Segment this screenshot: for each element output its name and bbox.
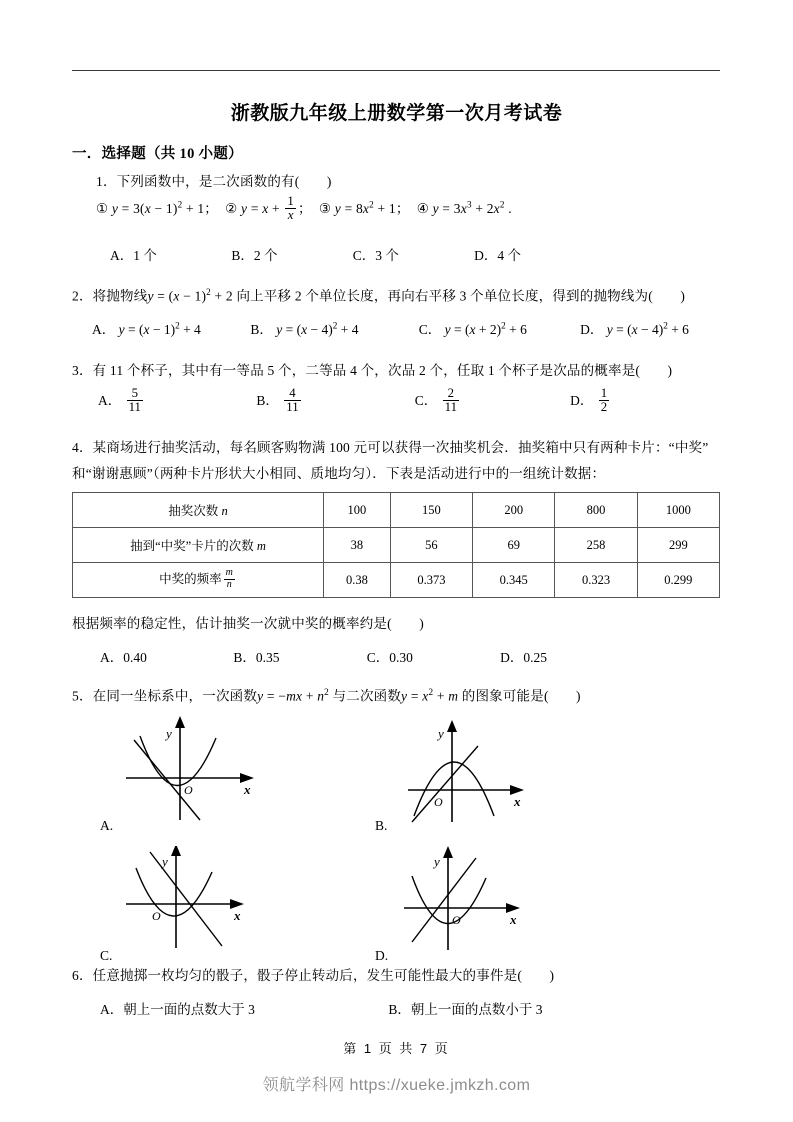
option-a[interactable]: A．0.40 [100,650,147,665]
question-6-options [100,998,543,1018]
cell: 0.323 [555,563,637,598]
origin-label: O [434,795,443,809]
option-b[interactable]: B．2 个 [231,248,278,263]
table-row [73,528,720,563]
cell: 100 [324,493,391,528]
row-header-var: n [221,504,228,518]
cell: 299 [637,528,719,563]
option-a-label: A． [98,393,122,409]
option-a[interactable] [98,388,253,416]
figure-option-d[interactable] [400,846,550,956]
question-2-options [92,318,732,338]
table-row [73,493,720,528]
cell: 56 [390,528,472,563]
graph-c-svg [118,846,268,956]
question-5-stem: 5．在同一坐标系中，一次函数$y = -mx + n^2$ 与二次函数$y = x^2 + m$ 的图象可能是( ) [72,687,581,704]
y-axis-label: y [162,854,168,869]
option-c-label: C． [414,393,438,409]
section-heading: 一．选择题（共 10 小题） [72,146,243,162]
cell: 258 [555,528,637,563]
option-d-label: D． [570,393,594,409]
cell: 800 [555,493,637,528]
figure-option-b[interactable] [400,716,550,826]
question-1-expressions: ① $y = 3(x - 1)^2 + 1$； ② y = x + $\frac{1}{x}$ ； ③ $y = 8x^2 + 1$； ④ $y = 3x^3 + 2x^2$ . [96,194,512,223]
option-b-num: 4 [284,387,300,401]
row-header-frac-den: n [226,578,232,590]
question-5-stem-pre: 5．在同一坐标系中，一次函数 [72,688,258,704]
option-c[interactable]: C． $y = (x + 2)^2 + 6$ [418,320,527,337]
question-5-stem-mid: 与二次函数 [332,688,402,704]
watermark-text: 领航学科网 https://xueke.jmkzh.com [262,1077,531,1094]
graph-d-svg [400,846,550,956]
row-header-win-count [73,528,324,563]
cell: 0.299 [637,563,719,598]
question-2-stem-pre: 2．将抛物线 [72,288,148,304]
option-b[interactable]: B．朝上一面的点数小于 3 [388,1002,543,1017]
option-b[interactable] [256,388,411,416]
header-rule [72,70,720,71]
x-axis-label: x [234,908,241,923]
row-header-frac-num: m [225,567,233,579]
table-row [73,563,720,598]
option-a[interactable]: A．朝上一面的点数大于 3 [100,1002,255,1017]
option-a-num: 5 [127,387,143,401]
statistics-table [72,492,720,598]
row-header-frequency [73,563,324,598]
cell: 1000 [637,493,719,528]
x-axis-label: x [244,782,251,797]
figure-c-label: C. [100,948,113,963]
origin-label: O [184,783,193,797]
option-d[interactable] [570,388,611,416]
cell: 150 [390,493,472,528]
option-c-den: 11 [444,400,457,415]
row-header-text: 中奖的频率 [159,572,222,586]
option-b-label: B． [256,393,279,409]
option-b[interactable]: B． $y = (x - 4)^2 + 4$ [250,320,359,337]
question-1-stem: 1．下列函数中，是二次函数的有( ) [96,174,332,189]
option-c[interactable]: C．3 个 [352,248,399,263]
question-2-stem: 2．将抛物线$y = (x - 1)^2 + 2$ 向上平移 2 个单位长度，再向右平移 3 个单位长度，得到的抛物线为( ) [72,287,686,304]
cell: 0.38 [324,563,391,598]
option-b[interactable]: B．0.35 [233,650,280,665]
row-header-var: m [256,539,266,553]
figure-b-label: B. [375,818,388,833]
row-header-draw-count [73,493,324,528]
y-axis-label: y [438,726,444,741]
option-c-num: 2 [443,387,459,401]
origin-label: O [152,909,161,923]
graph-a-svg [118,716,268,826]
figure-a-label: A. [100,818,114,833]
figure-d-label: D. [375,948,389,963]
figure-option-c[interactable] [118,846,268,956]
option-d[interactable]: D．0.25 [500,650,547,665]
cell: 0.345 [473,563,555,598]
graph-b-svg [400,716,550,826]
question-1-options [110,244,521,264]
cell: 38 [324,528,391,563]
question-5-stem-post: 的图象可能是( ) [461,688,581,704]
cell: 200 [473,493,555,528]
option-a[interactable]: A．1 个 [110,248,157,263]
question-4-stem-line2: 和“谢谢惠顾”（两种卡片形状大小相同、质地均匀）．下表是活动进行中的一组统计数据： [72,466,606,481]
option-a[interactable]: A． $y = (x - 1)^2 + 4$ [92,320,201,337]
x-axis-label: x [510,912,517,927]
origin-label: O [452,913,461,927]
page-title: 浙教版九年级上册数学第一次月考试卷 [230,102,563,124]
question-2-stem-post: 向上平移 2 个单位长度，再向右平移 3 个单位长度，得到的抛物线为( ) [236,288,686,304]
figure-option-a[interactable] [118,716,268,826]
option-c[interactable] [415,388,567,416]
question-3-stem: 3．有 11 个杯子，其中有一等品 5 个，二等品 4 个，次品 2 个，任取 1 个杯子是次品的概率是( ) [72,363,673,378]
cell: 69 [473,528,555,563]
row-header-text: 抽奖次数 [168,504,219,518]
y-axis-label: y [166,726,172,741]
option-d[interactable]: D． $y = (x - 4)^2 + 6$ [580,320,689,337]
x-axis-label: x [514,794,521,809]
question-6-stem: 6．任意抛掷一枚均匀的骰子，骰子停止转动后，发生可能性最大的事件是( ) [72,968,555,983]
question-4-after-table: 根据频率的稳定性，估计抽奖一次就中奖的概率约是( ) [72,616,424,631]
option-d-num: 1 [600,386,608,400]
question-3-options [98,388,738,416]
option-b-den: 11 [286,400,299,415]
row-header-text: 抽到“中奖”卡片的次数 [130,539,254,553]
option-a-den: 11 [128,400,141,415]
option-d-den: 2 [600,400,608,415]
option-d[interactable]: D．4 个 [474,248,521,263]
y-axis-label: y [434,854,440,869]
option-c[interactable]: C．0.30 [366,650,413,665]
cell: 0.373 [390,563,472,598]
question-4-stem-line1: 4．某商场进行抽奖活动，每名顾客购物满 100 元可以获得一次抽奖机会．抽奖箱中只有两种卡片：“中奖” [72,440,709,455]
page-number-footer: 第 1 页 共 7 页 [343,1041,450,1056]
question-4-options [100,646,547,666]
